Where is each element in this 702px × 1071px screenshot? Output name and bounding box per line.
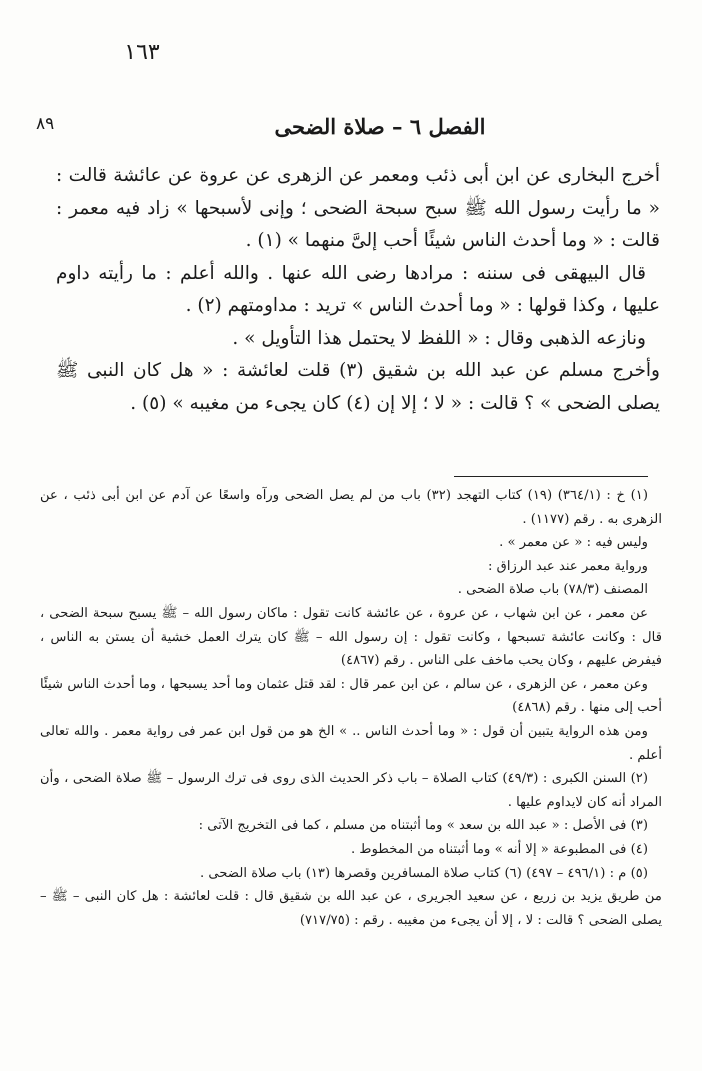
margin-number: ٨٩	[36, 114, 55, 134]
footnote-line: ورواية معمر عند عبد الرزاق :	[487, 558, 648, 574]
footnote-line: وعن معمر ، عن الزهرى ، عن سالم ، عن ابن عمر قال : لقد قتل عثمان وما أحد يسبحها ، وما أحدث الناس شيئًا أحب إلى منها . رقم (٤٨٦٨)	[40, 676, 662, 716]
main-paragraph: أخرج البخارى عن ابن أبى ذئب ومعمر عن الزهرى عن عروة عن عائشة قالت : « ما رأيت رسول الله ﷺ سبح سبحة الضحى ؛ وإنى لأسبحها » زاد فيه معمر : قالت : « وما أحدث الناس شيئًا أحب إلىَّ منهما » (١) .	[56, 165, 660, 251]
footnote-line: (٥) م : (٤٩٦/١ – ٤٩٧) (٦) كتاب صلاة المسافرين وقصرها (١٣) باب صلاة الضحى .	[200, 865, 648, 881]
chapter-title: الفصل ٦ – صلاة الضحى	[274, 114, 486, 139]
footnote-line: من طريق يزيد بن زريع ، عن سعيد الجريرى ، عن عبد الله بن شقيق قال : قلت لعائشة : هل كان النبى – ﷺ – يصلى الضحى ؟ قالت : لا ، إلا أن يجىء من مغيبه . رقم : (٧١٧/٧٥)	[40, 889, 662, 928]
main-paragraph: قال البيهقى فى سننه : مرادها رضى الله عنها . والله أعلم : ما رأيته داوم عليها ، وكذا قولها : « وما أحدث الناس » تريد : مداومتهم (٢) .	[56, 262, 660, 316]
main-text	[56, 160, 660, 420]
main-paragraph: ونازعه الذهبى وقال : « اللفظ لا يحتمل هذا التأويل » .	[232, 327, 646, 349]
footnote-line: وليس فيه : « عن معمر » .	[499, 535, 648, 551]
page-number: ١٦٣	[124, 40, 160, 65]
footnote-line: (١) خ : (٣٦٤/١) (١٩) كتاب التهجد (٣٢) باب من لم يصل الضحى ورآه واسعًا عن آدم عن ابن أبى ذئب ، عن الزهرى به . رقم (١١٧٧) .	[40, 488, 662, 527]
footnote-line: (٤) فى المطبوعة « إلا أنه » وما أثبتناه من المخطوط .	[351, 841, 648, 857]
footnote-line: ومن هذه الرواية يتبين أن قول : « وما أحدث الناس .. » الخ هو من قول ابن عمر فى رواية معمر . والله تعالى أعلم .	[40, 723, 662, 763]
footnotes	[40, 484, 662, 932]
footnote-line: عن معمر ، عن ابن شهاب ، عن عروة ، عن عائشة كانت تقول : ماكان رسول الله – ﷺ يسبح سبحة الضحى ، قال : وكانت عائشة تسبحها ، وكانت تقول : إن رسول الله – ﷺ كان يترك العمل خشية أن يستن به الناس ، فيفرض عليهم ، وكان يحب ماخف على الناس . رقم (٤٨٦٧)	[40, 605, 662, 669]
main-paragraph: وأخرج مسلم عن عبد الله بن شقيق (٣) قلت لعائشة : « هل كان النبى ﷺ يصلى الضحى » ؟ قالت : « لا ؛ إلا إن (٤) كان يجىء من مغيبه » (٥) .	[56, 360, 660, 414]
footnote-separator	[454, 476, 648, 477]
footnote-line: المصنف (٧٨/٣) باب صلاة الضحى .	[457, 582, 648, 598]
footnote-line: (٣) فى الأصل : « عبد الله بن سعد » وما أثبتناه من مسلم ، كما فى التخريج الآتى :	[198, 818, 648, 834]
footnote-line: (٢) السنن الكبرى : (٤٩/٣) كتاب الصلاة – باب ذكر الحديث الذى روى فى ترك الرسول – ﷺ صلاة الضحى ، وأن المراد أنه كان لايداوم عليها .	[40, 771, 662, 810]
